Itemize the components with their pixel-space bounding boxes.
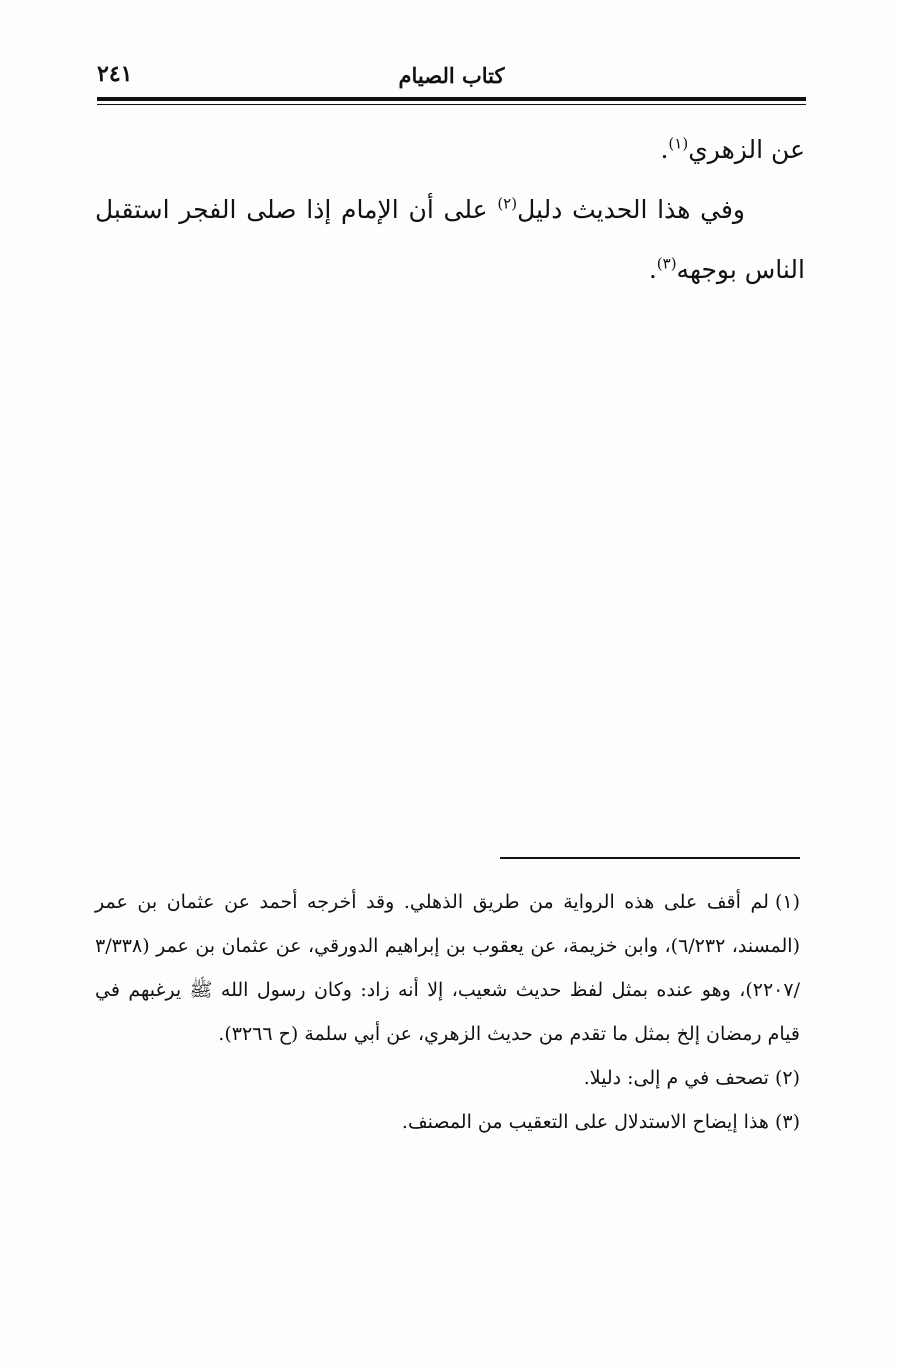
footnotes bbox=[95, 880, 800, 1144]
paragraph-1-end: . bbox=[660, 135, 669, 164]
footnote-3-text: هذا إيضاح الاستدلال على التعقيب من المصنف. bbox=[401, 1111, 769, 1133]
footnote-1-text: لم أقف على هذه الرواية من طريق الذهلي. وقد أخرجه أحمد عن عثمان بن عمر (المسند، ٦/٢٣٢)، وابن خزيمة، عن يعقوب بن إبراهيم الدورقي، عن عثمان بن عمر (٣/٣٣٨ /٢٢٠٧)، وهو عنده بمثل لفظ حديث شعيب، إلا أنه زاد: وكان رسول الله ﷺ يرغبهم في قيام رمضان إلخ بمثل ما تقدم من حديث الزهري، عن أبي سلمة (ح ٣٢٦٦). bbox=[95, 891, 800, 1045]
paragraph-2-text-a: وفي هذا الحديث دليل bbox=[517, 195, 745, 224]
footnote-ref-1: (١) bbox=[668, 134, 689, 153]
footnote-ref-3: (٣) bbox=[656, 254, 677, 273]
paragraph-1 bbox=[95, 120, 805, 180]
header-rule-thick bbox=[97, 97, 806, 101]
paragraph-1-text: عن الزهري bbox=[688, 135, 805, 164]
paragraph-2 bbox=[95, 180, 805, 300]
footnote-2-number: (٢) bbox=[774, 1067, 800, 1089]
main-text bbox=[95, 120, 805, 300]
paragraph-2-text-b: على أن الإمام إذا صلى الفجر استقبل الناس بوجهه bbox=[95, 195, 805, 284]
footnote-2 bbox=[95, 1056, 800, 1100]
page-header bbox=[97, 55, 806, 95]
footnote-1 bbox=[95, 880, 800, 1056]
footnote-3-number: (٣) bbox=[774, 1111, 800, 1133]
paragraph-2-end: . bbox=[648, 255, 657, 284]
footnote-separator bbox=[500, 857, 800, 859]
page-number: ٢٤١ bbox=[97, 61, 133, 87]
book-title: كتاب الصيام bbox=[398, 63, 505, 88]
footnote-3 bbox=[95, 1100, 800, 1144]
footnote-1-number: (١) bbox=[774, 891, 800, 913]
footnote-ref-2: (٢) bbox=[497, 194, 518, 213]
header-rule-thin bbox=[97, 104, 806, 105]
footnote-2-text: تصحف في م إلى: دليلا. bbox=[583, 1067, 769, 1089]
